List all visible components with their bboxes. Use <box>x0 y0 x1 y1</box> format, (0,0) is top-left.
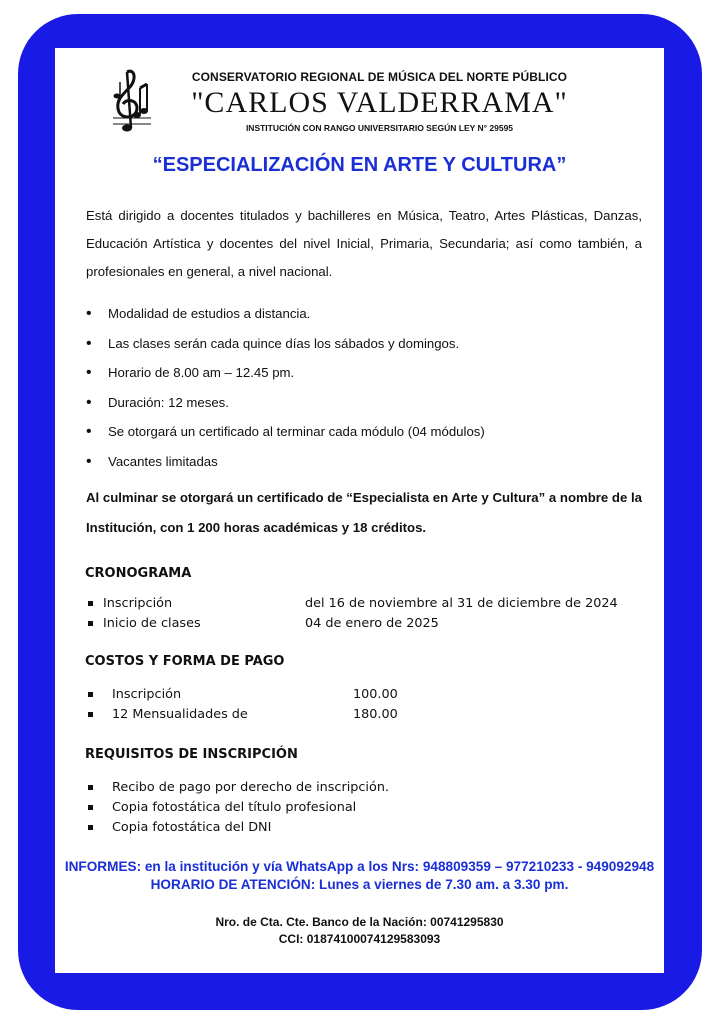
schedule-label: Inicio de clases <box>103 616 201 631</box>
cci-line: CCI: 01874100074129583093 <box>278 932 441 946</box>
cost-row <box>88 705 648 725</box>
institution-name: "CARLOS VALDERRAMA" <box>191 86 568 119</box>
square-bullet-icon <box>88 692 93 697</box>
office-hours-line: HORARIO DE ATENCIÓN: Lunes a viernes de 7.30 am. a 3.30 pm. <box>150 877 569 892</box>
list-item: • Duración: 12 meses. <box>86 393 485 423</box>
square-bullet-icon <box>88 805 93 810</box>
square-bullet-icon <box>88 785 93 790</box>
institution-line-1: CONSERVATORIO REGIONAL DE MÚSICA DEL NORTE PÚBLICO <box>191 70 568 84</box>
bank-account-line: Nro. de Cta. Cte. Banco de la Nación: 00741295830 <box>215 915 504 929</box>
list-item: • Se otorgará un certificado al terminar cada módulo (04 módulos) <box>86 422 485 452</box>
requirement-item <box>88 798 648 818</box>
cost-value: 100.00 <box>353 687 398 702</box>
costs-list <box>88 685 648 725</box>
schedule-list <box>88 594 648 634</box>
cost-value: 180.00 <box>353 707 398 722</box>
requirements-list <box>88 778 648 838</box>
square-bullet-icon <box>88 712 93 717</box>
costs-heading: COSTOS Y FORMA DE PAGO <box>85 654 285 669</box>
schedule-value: del 16 de noviembre al 31 de diciembre de 2024 <box>305 596 618 611</box>
schedule-label: Inscripción <box>103 596 173 611</box>
schedule-heading: CRONOGRAMA <box>85 566 192 581</box>
cost-label: Inscripción <box>112 687 182 702</box>
requirement-label: Copia fotostática del DNI <box>112 820 272 835</box>
cost-row <box>88 685 648 705</box>
list-item: • Las clases serán cada quince días los sábados y domingos. <box>86 334 485 364</box>
schedule-row <box>88 614 648 634</box>
square-bullet-icon <box>88 621 93 626</box>
institution-line-3: INSTITUCIÓN CON RANGO UNIVERSITARIO SEGÚN LEY N° 29595 <box>245 123 514 133</box>
contact-info <box>55 858 664 894</box>
requirement-label: Recibo de pago por derecho de inscripción. <box>112 780 389 795</box>
requirement-item <box>88 778 648 798</box>
flyer-page <box>55 48 664 973</box>
square-bullet-icon <box>88 601 93 606</box>
requirement-item <box>88 818 648 838</box>
requirement-label: Copia fotostática del título profesional <box>112 800 357 815</box>
intro-paragraph: Está dirigido a docentes titulados y bachilleres en Música, Teatro, Artes Plásticas, Danzas, Educación Artística y docentes del nivel Inicial, Primaria, Secundaria; así como también, a profesionales en general, a nivel nacional. <box>86 208 642 279</box>
schedule-row <box>88 594 648 614</box>
features-list <box>86 304 485 481</box>
list-item: • Vacantes limitadas <box>86 452 485 482</box>
list-item: • Horario de 8.00 am – 12.45 pm. <box>86 363 485 393</box>
page-title: “ESPECIALIZACIÓN EN ARTE Y CULTURA” <box>152 154 567 176</box>
square-bullet-icon <box>88 825 93 830</box>
cost-label: 12 Mensualidades de <box>112 707 248 722</box>
bank-info <box>55 914 664 948</box>
contact-line: INFORMES: en la institución y vía WhatsApp a los Nrs: 948809359 – 977210233 - 949092948 <box>64 859 655 874</box>
certificate-paragraph: Al culminar se otorgará un certificado de “Especialista en Arte y Cultura” a nombre de la Institución, con 1 200 horas académicas y 18 créditos. <box>86 490 642 535</box>
schedule-value: 04 de enero de 2025 <box>305 616 439 631</box>
list-item: • Modalidad de estudios a distancia. <box>86 304 485 334</box>
requirements-heading: REQUISITOS DE INSCRIPCIÓN <box>85 747 298 762</box>
